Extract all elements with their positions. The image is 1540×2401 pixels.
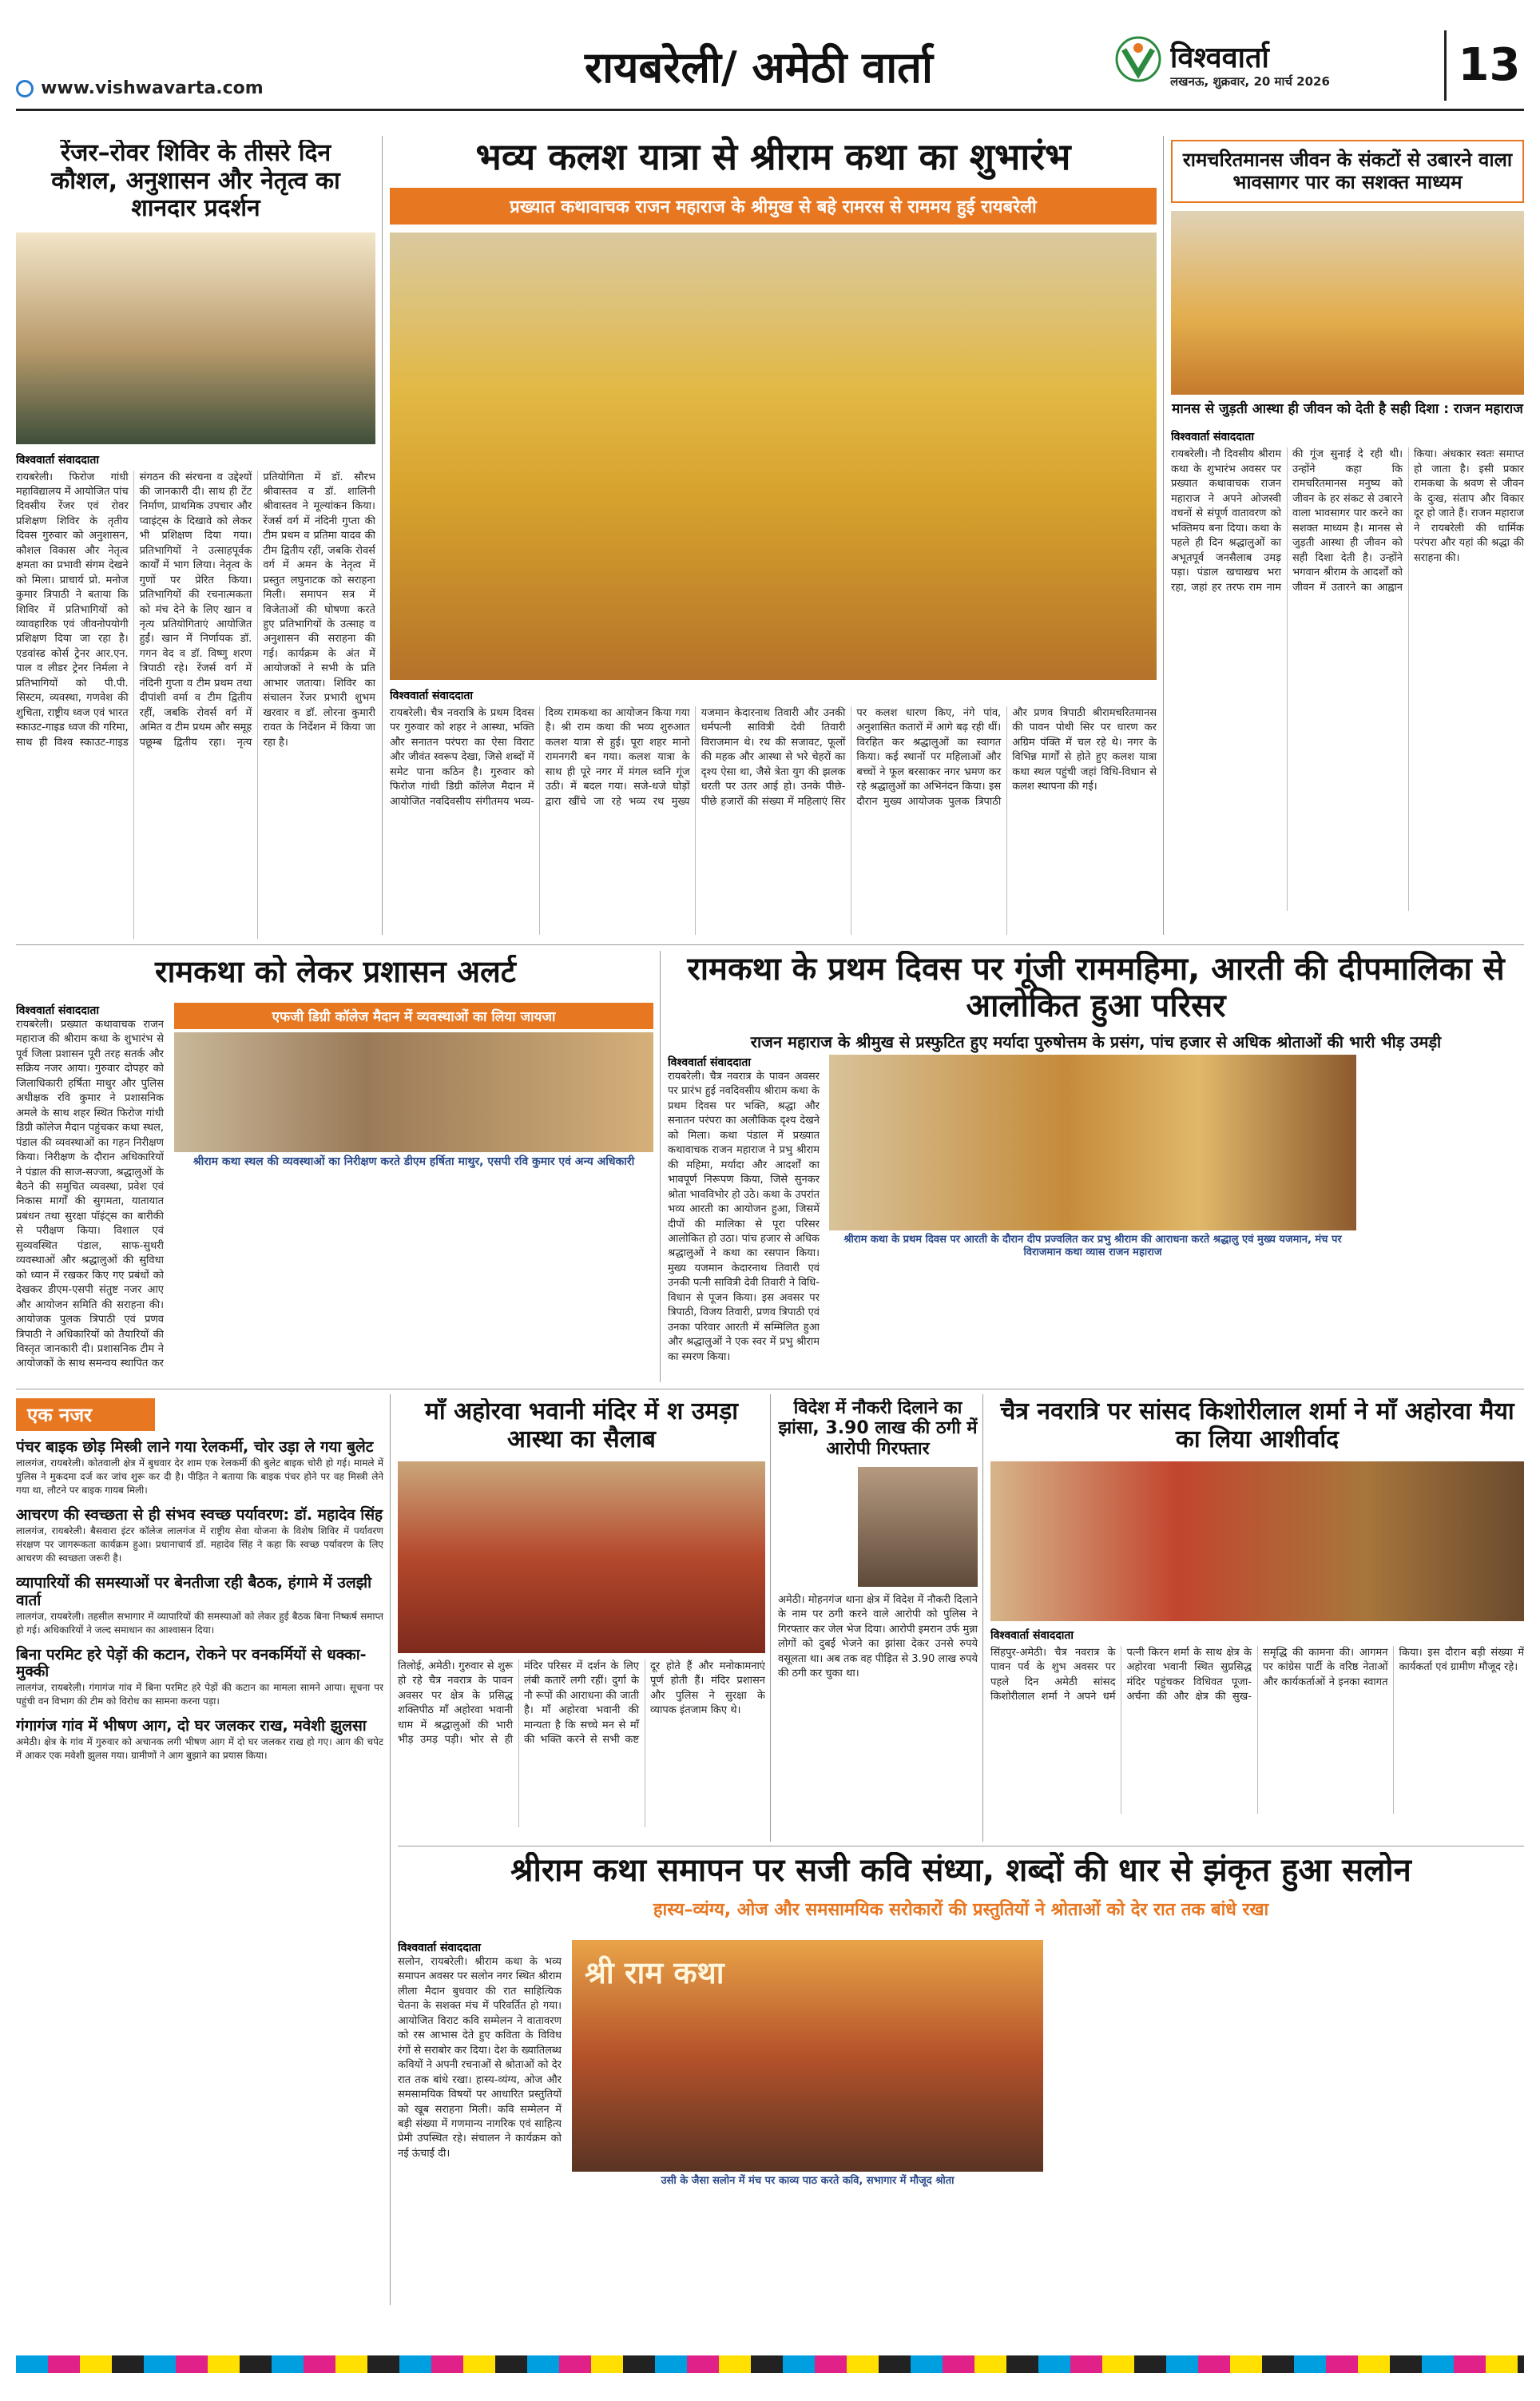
photo-block <box>174 1003 653 1187</box>
story-headline: रामकथा को लेकर प्रशासन अलर्ट <box>155 955 516 989</box>
news-photo <box>858 1467 978 1587</box>
left-text-col <box>16 1003 164 1378</box>
story-body-continued <box>572 2204 1043 2308</box>
news-photo <box>16 233 375 444</box>
news-photo <box>990 1461 1524 1621</box>
news-photo <box>174 1032 653 1152</box>
story-body: तिलोई, अमेठी। गुरुवार से शुरू हो रहे चैत्र नवरात्र के पावन अवसर पर क्षेत्र के प्रसिद्ध शक्तिपीठ माँ अहोरवा भवानी धाम में श्रद्धालुओं की भारी भीड़ उमड़ पड़ी। भोर से ही मंदिर परिसर में दर्शन के लिए लंबी कतारें लगी रहीं। दुर्गा के नौ रूपों की आराधना की जाती है। माँ अहोरवा भवानी की मान्यता है कि सच्चे मन से माँ की भक्ति करने से सभी कष्ट दूर होते हैं और मनोकामनाएं पूर्ण होती हैं। मंदिर प्रशासन और पुलिस ने सुरक्षा के व्यापक इंतजाम किए थे। <box>398 1660 765 1747</box>
brief-body: लालगंज, रायबरेली। गंगागंज गांव में बिना परमिट हरे पेड़ों की कटान का मामला सामने आया। सूचना पर पहुंची वन विभाग की टीम को विरोध का सामना करना पड़ा। <box>16 1682 383 1707</box>
section-title: रायबरेली/ अमेठी वार्ता <box>585 42 933 93</box>
brand-name: विश्ववार्ता <box>1170 42 1269 70</box>
right-text-cols <box>1054 1940 1524 2308</box>
ek-nazar-column <box>16 1398 383 2301</box>
ek-nazar-item <box>16 1575 383 1637</box>
left-text-col <box>398 1940 562 2308</box>
story-headline: रामकथा के प्रथम दिवस पर गूंजी राममहिमा, आरती की दीपमालिका से आलोकित हुआ परिसर <box>687 951 1505 1024</box>
brief-headline: व्यापारियों की समस्याओं पर बेनतीजा रही बैठक, हंगामे में उलझी वार्ता <box>16 1573 372 1609</box>
stage-banner-text: श्री राम कथा <box>585 1955 724 1990</box>
byline: विश्ववार्ता संवाददाता <box>390 689 474 702</box>
story-body-continued <box>829 1278 1356 1382</box>
story-ranger-rover <box>16 140 375 939</box>
brief-headline: बिना परमिट हरे पेड़ों की कटान, रोकने पर वनकर्मियों से धक्का-मुक्की <box>16 1645 367 1681</box>
story-kavi-sandhya <box>398 1852 1524 2308</box>
story-videsh-naukri <box>778 1398 978 1842</box>
story-body: रायबरेली। प्रख्यात कथावाचक राजन महाराज की श्रीराम कथा के शुभारंभ से पूर्व जिला प्रशासन पूरी तरह सतर्क और सक्रिय नजर आया। गुरुवार दोपहर को जिलाधिकारी हर्षिता माथुर और पुलिस अधीक्षक रवि कुमार ने प्रशासनिक अमले के साथ शहर स्थित फिरोज गांधी डिग्री कॉलेज मैदान पहुंचकर कथा स्थल, पंडाल की व्यवस्थाओं का गहन निरीक्षण किया। निरीक्षण के दौरान अधिकारियों ने पंडाल की साज-सज्जा, श्रद्धालुओं के बैठने की समुचित व्यवस्था, प्रवेश एवं निकास मार्गों की सुगमता, यातायात प्रबंधन तथा सुरक्षा पॉइंट्स का बारीकी से परीक्षण किया। विशाल एवं सुव्यवस्थित पंडाल, साफ-सुथरी व्यवस्थाओं और श्रद्धालुओं की सुविधा को ध्यान में रखकर किए गए प्रबंधों को देखकर डीएम-एसपी संतुष्ट नजर आए और आयोजन समिति की सराहना की। आयोजक पुलक त्रिपाठी एवं प्रणव त्रिपाठी ने अधिकारियों को तैयारियों की विस्तृत जानकारी दी। प्रशासनिक टीम ने आयोजकों के साथ समन्वय स्थापित कर <box>16 1019 164 1369</box>
photo-strip: एफजी डिग्री कॉलेज मैदान में व्यवस्थाओं का लिया जायजा <box>174 1003 653 1029</box>
brief-headline: गंगागंज गांव में भीषण आग, दो घर जलकर राख, मवेशी झुलसा <box>16 1717 367 1735</box>
story-headline: माँ अहोरवा भवानी मंदिर में श उमड़ा आस्था का सैलाब <box>424 1398 739 1453</box>
photo-block <box>829 1055 1356 1270</box>
story-body: रायबरेली। चैत्र नवरात्र के पावन अवसर पर प्रारंभ हुई नवदिवसीय श्रीराम कथा के प्रथम दिवस पर भक्ति, श्रद्धा और सनातन परंपरा का अलौकिक दृश्य देखने को मिला। कथा पंडाल में प्रख्यात कथावाचक राजन महाराज ने प्रभु श्रीराम की महिमा, मर्यादा और आदर्शों का भावपूर्ण निरूपण किया, जिसे सुनकर श्रोता भावविभोर हो उठे। कथा के उपरांत भव्य आरती का आयोजन हुआ, जिसमें दीपों की मालिका से पूरा परिसर आलोकित हो उठा। पांच हजार से अधिक श्रद्धालुओं ने कथा का रसपान किया। मुख्य यजमान केदारनाथ तिवारी एवं उनकी पत्नी सावित्री देवी तिवारी ने विधि-विधान से पूजन किया। इस अवसर पर त्रिपाठी, विजय तिवारी, प्रणव त्रिपाठी एवं उनका परिवार आरती में सम्मिलित हुआ और श्रद्धालुओं ने एक स्वर में प्रभु श्रीराम का स्मरण किया। <box>668 1071 820 1363</box>
story-kalash-yatra <box>390 136 1157 935</box>
website-url[interactable]: www.vishwavarta.com <box>41 78 264 98</box>
column-divider <box>660 951 661 1382</box>
brief-body: लालगंज, रायबरेली। बैसवारा इंटर कॉलेज लालगंज में राष्ट्रीय सेवा योजना के विशेष शिविर में पर्यावरण संरक्षण पर जागरूकता कार्यक्रम हुआ। प्रधानाचार्य डॉ. महादेव सिंह ने कहा कि स्वच्छ पर्यावरण के लिए आचरण की स्वच्छता जरूरी है। <box>16 1524 383 1564</box>
story-kishorilal-sharma <box>990 1398 1524 1842</box>
story-headline: विदेश में नौकरी दिलाने का झांसा, 3.90 लाख की ठगी में आरोपी गिरफ्तार <box>778 1398 978 1459</box>
photo-caption: श्रीराम कथा स्थल की व्यवस्थाओं का निरीक्षण करते डीएम हर्षिता माथुर, एसपी रवि कुमार एवं अन्य अधिकारी <box>192 1155 635 1168</box>
photo-caption: मानस से जुड़ती आस्था ही जीवन को देती है सही दिशा : राजन महाराज <box>1172 401 1523 418</box>
byline: विश्ववार्ता संवाददाता <box>16 1004 100 1017</box>
column-divider <box>390 1394 391 2305</box>
story-subhead: प्रख्यात कथावाचक राजन महाराज के श्रीमुख से बहे रामरस से राममय हुई रायबरेली <box>390 188 1157 225</box>
story-body: रायबरेली। चैत्र नवरात्रि के प्रथम दिवस पर गुरुवार को शहर ने आस्था, भक्ति और सनातन परंपरा का ऐसा विराट और जीवंत स्वरूप देखा, जिसे शब्दों में समेट पाना कठिन है। गुरुवार को फिरोज गांधी डिग्री कॉलेज मैदान में आयोजित नवदिवसीय संगीतमय भव्य-दिव्य रामकथा का आयोजन किया गया है। श्री राम कथा की भव्य शुरुआत कलश यात्रा से हुई। पूरा शहर मानो रामनगरी बन गया। कलश यात्रा के साथ ही पूरे नगर में मंगल ध्वनि गूंज उठी। में बदल गया। सजे-धजे घोड़ों द्वारा खींचे जा रहे भव्य रथ मुख्य यजमान केदारनाथ तिवारी और उनकी धर्मपत्नी सावित्री देवी तिवारी विराजमान थे। रथ की सजावट, फूलों की महक और आस्था से भरे चेहरों का दृश्य ऐसा था, जैसे त्रेता युग की झलक धरती पर उतर आई हो। उनके पीछे-पीछे हजारों की संख्या में महिलाएं सिर पर कलश धारण किए, नंगे पांव, अनुशासित कतारों में आगे बढ़ रही थीं। विरहित कर श्रद्धालुओं का स्वागत किया। कई स्थानों पर महिलाओं और बच्चों ने फूल बरसाकर नगर भ्रमण कर रहे श्रद्धालुओं का अभिनंदन किया। इस दौरान मुख्य आयोजक पुलक त्रिपाठी और प्रणव त्रिपाठी श्रीरामचरितमानस की पावन पोथी सिर पर धारण कर अग्रिम पंक्ति में चल रहे थे। नगर के विभिन्न मार्गों से होते हुए कलश यात्रा कथा स्थल पहुंची जहां विधि-विधान से कलश स्थापना की गई। <box>390 706 1157 808</box>
column-divider <box>982 1394 983 1842</box>
byline: विश्ववार्ता संवाददाता <box>1171 431 1255 444</box>
news-photo <box>1171 211 1524 395</box>
news-photo <box>398 1461 765 1653</box>
story-headline: रेंजर–रोवर शिविर के तीसरे दिन कौशल, अनुशासन और नेतृत्व का शानदार प्रदर्शन <box>51 140 340 222</box>
photo-caption: उसी के जैसा सलोन में मंच पर काव्य पाठ करते कवि, सभागार में मौजूद श्रोता <box>661 2175 955 2187</box>
story-headline: रामचरितमानस जीवन के संकटों से उबारने वाला भावसागर पार का सशक्त माध्यम <box>1171 140 1524 203</box>
news-photo <box>572 1940 1043 2172</box>
masthead-rule <box>16 109 1524 111</box>
brand-logo <box>1114 35 1162 83</box>
story-subhead: हास्य–व्यंग्य, ओज और समसामयिक सरोकारों की प्रस्तुतियों ने श्रोताओं को देर रात तक बांधे रखा <box>653 1900 1269 1920</box>
section-divider <box>16 944 1524 945</box>
print-color-bar <box>16 2355 1524 2373</box>
byline: विश्ववार्ता संवाददाता <box>398 1942 482 1954</box>
photo-block <box>572 1940 1043 2196</box>
story-body-continued <box>174 1195 653 1378</box>
right-text-col <box>1367 1055 1524 1382</box>
column-divider <box>1163 136 1164 935</box>
byline: विश्ववार्ता संवाददाता <box>990 1629 1074 1642</box>
story-ahorwa-bhawani <box>398 1398 765 1842</box>
website-url-block <box>16 78 351 104</box>
story-headline: श्रीराम कथा समापन पर सजी कवि संध्या, शब्दों की धार से झंकृत हुआ सलोन <box>510 1852 1411 1889</box>
news-photo <box>829 1055 1356 1230</box>
byline: विश्ववार्ता संवाददाता <box>16 453 100 467</box>
brief-body: लालगंज, रायबरेली। तहसील सभागार में व्यापारियों की समस्याओं को लेकर हुई बैठक बिना निष्कर्ष समाप्त हो गई। अधिकारियों ने जल्द समाधान का आश्वासन दिया। <box>16 1610 383 1636</box>
news-photo <box>390 233 1157 680</box>
ek-nazar-item <box>16 1439 383 1497</box>
brief-body: लालगंज, रायबरेली। कोतवाली क्षेत्र में बुधवार देर शाम एक रेलकर्मी की बुलेट बाइक चोरी हो गई। मामले में पुलिस ने मुकदमा दर्ज कर जांच शुरू कर दी है। पीड़ित ने बताया कि बाइक पंचर होने पर वह मिस्त्री लेने गया था, लौटने पर बाइक गायब मिली। <box>16 1457 383 1496</box>
story-headline: चैत्र नवरात्रि पर सांसद किशोरीलाल शर्मा ने माँ अहोरवा मैया का लिया आशीर्वाद <box>1000 1398 1514 1453</box>
page-number: 13 <box>1458 39 1521 91</box>
ek-nazar-item <box>16 1647 383 1709</box>
story-body: अमेठी। मोहनगंज थाना क्षेत्र में विदेश में नौकरी दिलाने के नाम पर ठगी करने वाले आरोपी को पुलिस ने गिरफ्तार कर जेल भेज दिया। आरोपी इमरान उर्फ मुन्ना लोगों को दुबई भेजने का झांसा देकर उनसे रुपये वसूलता था। अब तक वह पीड़ित से 3.90 लाख रुपये की ठगी कर चुका था। <box>778 1593 978 1680</box>
masthead <box>0 0 1540 112</box>
column-divider <box>770 1394 771 1842</box>
byline: विश्ववार्ता संवाददाता <box>668 1056 752 1069</box>
story-body: रायबरेली। फिरोज गांधी महाविद्यालय में आयोजित पांच दिवसीय रेंजर एवं रोवर प्रशिक्षण शिविर के तृतीय दिवस गुरुवार को अनुशासन, कौशल विकास और नेतृत्व क्षमता का प्रभावी संगम देखने को मिला। प्राचार्य प्रो. मनोज कुमार त्रिपाठी ने बताया कि शिविर में प्रतिभागियों को व्यावहारिक एवं जीवनोपयोगी प्रशिक्षण दिया जा रहा है। एडवांस्ड कोर्स ट्रेनर आर.एन. पाल व लीडर ट्रेनर निर्मला ने प्रतिभागियों को पी.पी. सिस्टम, व्यवस्था, गणवेश की शुचिता, राष्ट्रीय ध्वज एवं भारत स्काउट-गाइड ध्वज की गरिमा, साथ ही विश्व स्काउट-गाइड संगठन की संरचना व उद्देश्यों की जानकारी दी। साथ ही टेंट निर्माण, प्राथमिक उपचार और प्वाइंट्स के दिखावे को लेकर भी प्रशिक्षण दिया गया। प्रतिभागियों ने उत्साहपूर्वक कार्यों में भाग लिया। नेतृत्व के गुणों पर प्रेरित किया। प्रतिभागियों की रचनात्मकता को मंच देने के लिए खान व नृत्य प्रतियोगिताएं आयोजित हुईं। खान में निर्णायक डॉ. गगन वेद व डॉ. विष्णु शरण त्रिपाठी रहे। रेंजर्स वर्ग में नंदिनी गुप्ता व टीम प्रथम तथा दीपांशी वर्मा व टीम द्वितीय रहीं, जबकि रोवर्स वर्ग में अमित व टीम प्रथम और समूह पछूम्ब द्वितीय रहा। नृत्य प्रतियोगिता में डॉ. सौरभ श्रीवास्तव व डॉ. शालिनी श्रीवास्तव ने मूल्यांकन किया। रेंजर्स वर्ग में नंदिनी गुप्ता की टीम प्रथम व प्रतिमा यादव की टीम द्वितीय रहीं, जबकि रोवर्स वर्ग में अमन के नेतृत्व में प्रस्तुत लघुनाटक को सराहना मिली। समापन सत्र में विजेताओं की घोषणा करते हुए प्रतिभागियों के उत्साह व अनुशासन की सराहना की गई। कार्यक्रम के अंत में आयोजकों ने सभी के प्रति आभार जताया। शिविर का संचालन रेंजर प्रभारी शुभम खरवार व डॉ. लोरना कुमारी रावत के निर्देशन में किया जा रहा है। <box>16 471 375 749</box>
column-divider <box>382 136 383 935</box>
story-prashasan-alert <box>16 955 655 1378</box>
brief-body: अमेठी। क्षेत्र के गांव में गुरुवार को अचानक लगी भीषण आग में दो घर जलकर राख हो गए। आग की चपेट में आकर एक मवेशी झुलस गया। ग्रामीणों ने आग बुझाने का प्रयास किया। <box>16 1736 383 1762</box>
ek-nazar-label: एक नजर <box>16 1398 155 1431</box>
ek-nazar-item <box>16 1718 383 1763</box>
globe-icon <box>16 80 34 97</box>
brief-headline: पंचर बाइक छोड़ मिस्त्री लाने गया रेलकर्मी, चोर उड़ा ले गया बुलेट <box>16 1438 374 1456</box>
dateline: लखनऊ, शुक्रवार, 20 मार्च 2026 <box>1170 74 1330 89</box>
story-rammahima <box>668 951 1524 1382</box>
story-body: सलोन, रायबरेली। श्रीराम कथा के भव्य समापन अवसर पर सलोन नगर स्थित श्रीराम लीला मैदान बुधवार की रात साहित्यिक चेतना के सशक्त मंच में परिवर्तित हो गया। आयोजित विराट कवि सम्मेलन ने वातावरण को रस आभास देते हुए कविता के विविध रंगों से सराबोर कर दिया। देश के ख्यातिलब्ध कवियों ने अपनी रचनाओं से श्रोताओं को देर रात तक बांधे रखा। हास्य-व्यंग्य, ओज और समसामयिक विषयों पर आधारित प्रस्तुतियों को खूब सराहना मिली। कवि सम्मेलन में बड़ी संख्या में गणमान्य नागरिक एवं साहित्य प्रेमी उपस्थित रहे। संचालन ने कार्यक्रम को नई ऊंचाई दी। <box>398 1956 562 2160</box>
story-headline: भव्य कलश यात्रा से श्रीराम कथा का शुभारंभ <box>475 136 1071 178</box>
brief-headline: आचरण की स्वच्छता से ही संभव स्वच्छ पर्यावरण: डॉ. महादेव सिंह <box>16 1505 383 1524</box>
photo-caption: श्रीराम कथा के प्रथम दिवस पर आरती के दौरान दीप प्रज्वलित कर प्रभु श्रीराम की आराधना करते श्रद्धालु एवं मुख्य यजमान, मंच पर विराजमान कथा व्यास राजन महाराज <box>843 1234 1342 1259</box>
ek-nazar-item <box>16 1507 383 1565</box>
brand-logo-icon <box>1114 35 1162 83</box>
page-number-box <box>1444 30 1532 101</box>
story-body: रायबरेली। नौ दिवसीय श्रीराम कथा के शुभारंभ अवसर पर प्रख्यात कथावाचक राजन महाराज ने अपने ओजस्वी वचनों से संपूर्ण वातावरण को भक्तिमय बना दिया। कथा के पहले ही दिन श्रद्धालुओं का अभूतपूर्व जनसैलाब उमड़ पड़ा। पंडाल खचाखच भरा रहा, जहां हर तरफ राम नाम की गूंज सुनाई दे रही थी। उन्होंने कहा कि रामचरितमानस मनुष्य को जीवन के हर संकट से उबारने वाला भावसागर पार करने का सशक्त माध्यम है। मानस से जुड़ती आस्था ही जीवन को सही दिशा देती है। उन्होंने भगवान श्रीराम के आदर्शों को जीवन में उतारने का आह्वान किया। अंधकार स्वतः समाप्त हो जाता है। इसी प्रकार रामकथा के श्रवण से जीवन के दुःख, संताप और विकार दूर हो जाते हैं। राजन महाराज ने रायबरेली की धार्मिक परंपरा और यहां की श्रद्धा की सराहना की। <box>1171 448 1524 594</box>
story-subhead: राजन महाराज के श्रीमुख से प्रस्फुटित हुए मर्यादा पुरुषोत्तम के प्रसंग, पांच हजार से अधिक श्रोताओं की भारी भीड़ उमड़ी <box>750 1032 1442 1051</box>
story-ramcharitmanas <box>1171 140 1524 939</box>
left-text-col <box>668 1055 820 1382</box>
story-body: सिंहपुर-अमेठी। चैत्र नवरात्र के पावन पर्व के शुभ अवसर पर पहले दिन अमेठी सांसद किशोरीलाल शर्मा ने अपने धर्म पत्नी किरन शर्मा के साथ क्षेत्र के अहोरवा भवानी स्थित सुप्रसिद्ध मंदिर पहुंचकर विधिवत पूजा-अर्चना की और क्षेत्र की सुख-समृद्धि की कामना की। आगमन पर कांग्रेस पार्टी के वरिष्ठ नेताओं और कार्यकर्ताओं ने इनका स्वागत किया। इस दौरान बड़ी संख्या में कार्यकर्ता एवं ग्रामीण मौजूद रहे। <box>990 1647 1524 1703</box>
